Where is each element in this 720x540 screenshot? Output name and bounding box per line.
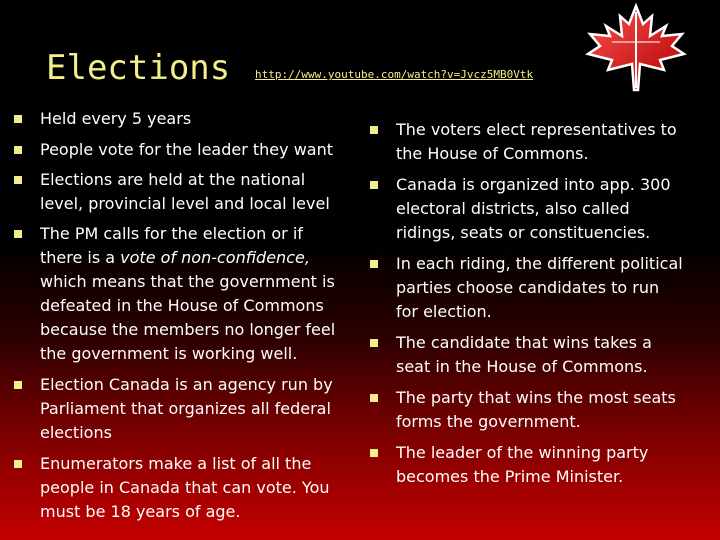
bullet-icon [14, 381, 22, 389]
list-item: The leader of the winning party becomes the Prime Minister. [370, 441, 685, 489]
bullet-icon [14, 230, 22, 238]
list-item: People vote for the leader they want [14, 138, 333, 162]
bullet-icon [370, 260, 378, 268]
list-item: Canada is organized into app. 300 electoral districts, also called ridings, seats or constituencies. [370, 173, 685, 245]
list-item: Elections are held at the national level, provincial level and local level [14, 168, 349, 216]
list-item: Held every 5 years [14, 107, 191, 131]
bullet-icon [370, 449, 378, 457]
bullet-icon [370, 181, 378, 189]
list-item: Enumerators make a list of all the people in Canada that can vote. You must be 18 years of age. [14, 452, 349, 524]
bullet-icon [370, 339, 378, 347]
list-item: The candidate that wins takes a seat in the House of Commons. [370, 331, 685, 379]
bullet-icon [370, 394, 378, 402]
slide-title: Elections [46, 48, 231, 88]
emphasis-text: vote of non-confidence, [120, 248, 310, 267]
maple-leaf-icon [582, 2, 690, 98]
bullet-icon [14, 176, 22, 184]
list-item: The PM calls for the election or if there is a vote of non-confidence, which means that the government is defeated in the House of Commons because the members no longer feel the government is working well. [14, 222, 349, 366]
video-link[interactable]: http://www.youtube.com/watch?v=Jvcz5MB0Vtk [255, 68, 534, 81]
list-item: In each riding, the different political parties choose candidates to run for election. [370, 252, 685, 324]
list-item: The party that wins the most seats forms the government. [370, 386, 685, 434]
bullet-icon [370, 126, 378, 134]
list-item: Election Canada is an agency run by Parliament that organizes all federal elections [14, 373, 349, 445]
bullet-icon [14, 146, 22, 154]
list-item: The voters elect representatives to the House of Commons. [370, 118, 685, 166]
bullet-icon [14, 460, 22, 468]
bullet-icon [14, 115, 22, 123]
